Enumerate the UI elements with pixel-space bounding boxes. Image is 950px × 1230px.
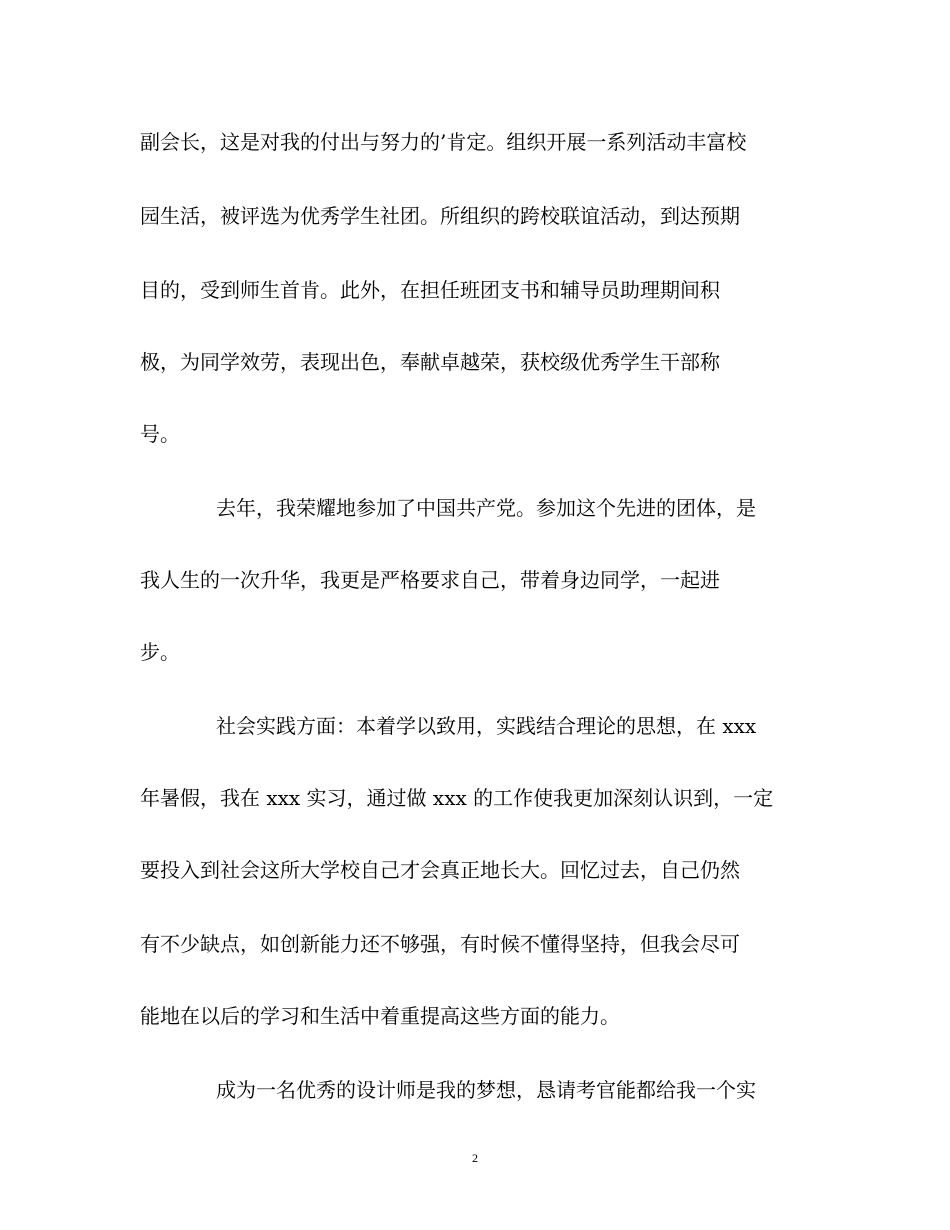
paragraph-3-line-1: 社会实践方面：本着学以致用，实践结合理论的思想，在 xxx	[216, 714, 757, 738]
paragraph-3-line-2: 年暑假，我在 xxx 实习，通过做 xxx 的工作使我更加深刻认识到，一定	[140, 786, 774, 810]
paragraph-3-line-3: 要投入到社会这所大学校自己才会真正地长大。回忆过去，自己仍然	[140, 858, 740, 882]
paragraph-1-line-1: 副会长，这是对我的付出与努力的’肯定。组织开展一系列活动丰富校	[140, 130, 747, 154]
paragraph-2-line-1: 去年，我荣耀地参加了中国共产党。参加这个先进的团体，是	[216, 496, 756, 520]
paragraph-1-line-3: 目的，受到师生首肯。此外，在担任班团支书和辅导员助理期间积	[140, 278, 720, 302]
paragraph-4-line-1: 成为一名优秀的设计师是我的梦想，恳请考官能都给我一个实	[216, 1078, 756, 1102]
paragraph-3-line-4: 有不少缺点，如创新能力还不够强，有时候不懂得坚持，但我会尽可	[140, 932, 740, 956]
paragraph-2-line-2: 我人生的一次升华，我更是严格要求自己，带着身边同学，一起进	[140, 568, 720, 592]
paragraph-1-line-5: 号。	[140, 422, 180, 446]
paragraph-1-line-4: 极，为同学效劳，表现出色，奉献卓越荣，获校级优秀学生干部称	[140, 350, 720, 374]
paragraph-2-line-3: 步。	[140, 640, 180, 664]
paragraph-3-line-5: 能地在以后的学习和生活中着重提高这些方面的能力。	[140, 1004, 620, 1028]
paragraph-1-line-2: 园生活，被评选为优秀学生社团。所组织的跨校联谊活动，到达预期	[140, 204, 740, 228]
page-number: 2	[472, 1151, 478, 1165]
